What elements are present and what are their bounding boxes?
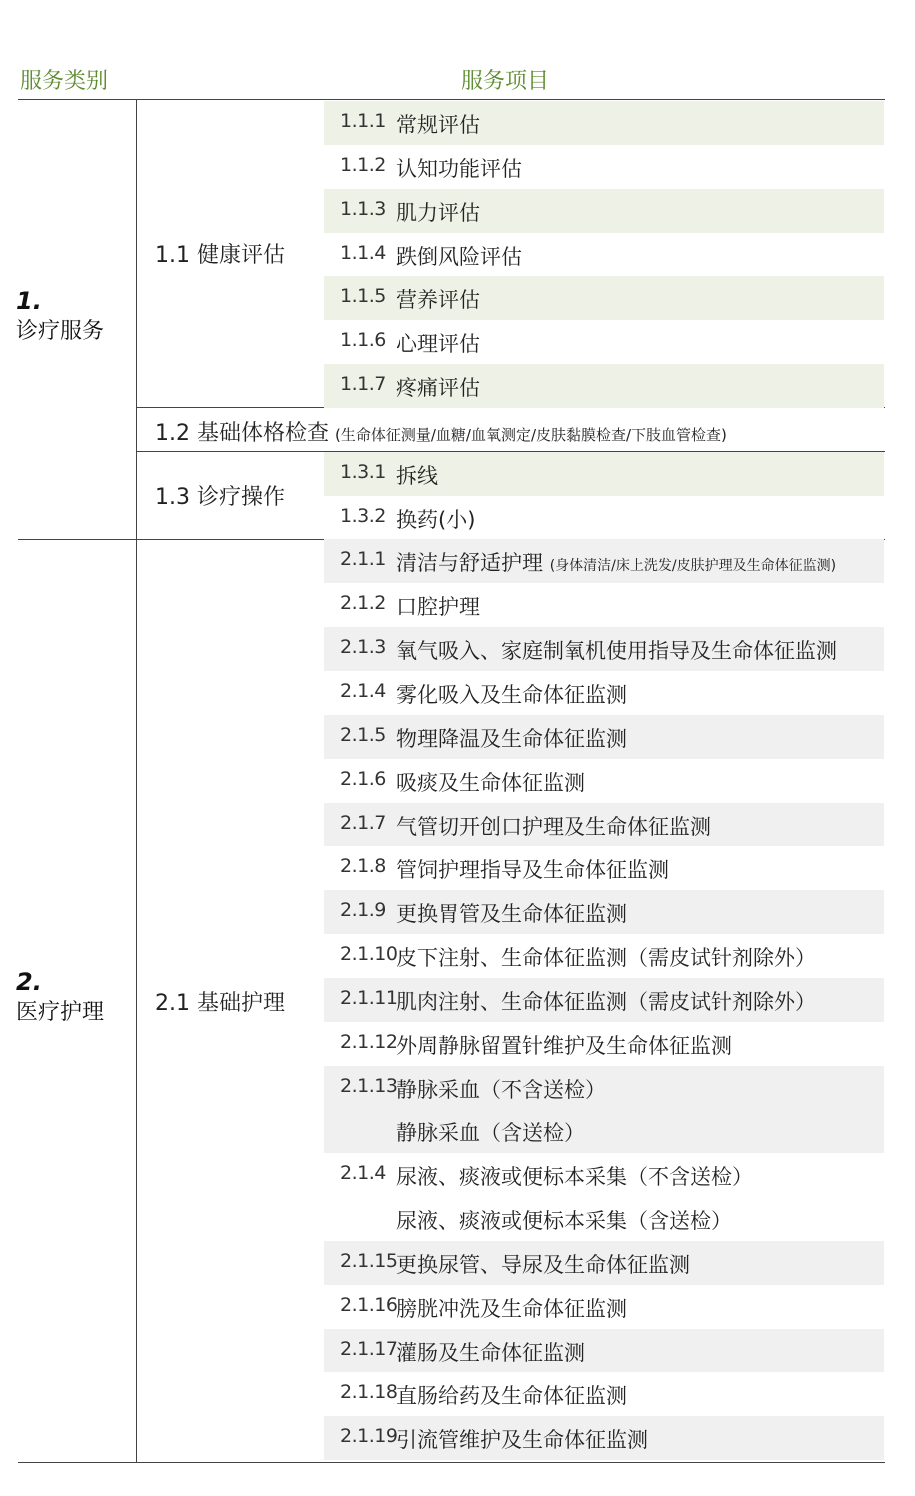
table-row <box>324 1372 884 1416</box>
item-number: 1.1.2 <box>340 153 386 176</box>
item-text: 肌肉注射、生命体征监测（需皮试针剂除外） <box>396 989 816 1014</box>
table-row <box>324 1153 884 1197</box>
item-number: 2.1.16 <box>340 1293 398 1316</box>
item-text: 氧气吸入、家庭制氧机使用指导及生命体征监测 <box>396 639 837 664</box>
table-row <box>324 1416 884 1460</box>
item-text: 皮下注射、生命体征监测（需皮试针剂除外） <box>396 946 816 971</box>
table-row <box>324 583 884 627</box>
item-text-main: 清洁与舒适护理 <box>396 551 543 576</box>
table-row <box>324 759 884 803</box>
item-text-note: (身体清洁/床上洗发/皮肤护理及生命体征监测) <box>549 558 837 575</box>
table-row <box>324 320 884 364</box>
table-row <box>324 1109 884 1153</box>
table-row <box>324 1329 884 1373</box>
category-divider <box>136 99 137 1462</box>
item-number: 2.1.18 <box>340 1381 398 1404</box>
subcategory-1-2-label: 1.2 基础体格检查 <box>155 421 329 446</box>
header-rule <box>18 99 885 100</box>
table-row <box>324 934 884 978</box>
item-number: 2.1.4 <box>340 679 386 702</box>
item-number: 2.1.19 <box>340 1425 398 1448</box>
category-2 <box>16 967 104 1029</box>
item-text: 换药(小) <box>396 507 476 532</box>
item-number: 1.1.7 <box>340 373 386 396</box>
table-row <box>324 233 884 277</box>
item-number: 1.1.3 <box>340 197 386 220</box>
service-items <box>324 101 884 1460</box>
item-number: 1.1.4 <box>340 241 386 264</box>
item-number: 1.1.1 <box>340 110 386 132</box>
item-number: 2.1.5 <box>340 723 386 746</box>
table-row <box>324 145 884 189</box>
item-text: 雾化吸入及生命体征监测 <box>396 682 627 707</box>
category-name: 诊疗服务 <box>16 319 105 344</box>
subcategory-1-3: 1.3 诊疗操作 <box>155 485 285 510</box>
item-text: 管饲护理指导及生命体征监测 <box>396 858 669 883</box>
item-text: 拆线 <box>396 463 438 488</box>
item-number: 2.1.15 <box>340 1249 398 1272</box>
category-number: 2. <box>16 968 42 996</box>
bottom-rule <box>18 1462 885 1463</box>
table-row <box>324 715 884 759</box>
item-text: 疼痛评估 <box>396 376 480 401</box>
table-row <box>324 890 884 934</box>
item-number: 2.1.1 <box>340 548 386 571</box>
item-text: 常规评估 <box>396 113 480 137</box>
item-number: 1.1.5 <box>340 285 386 308</box>
table-row <box>324 276 884 320</box>
table-row <box>324 978 884 1022</box>
item-text: 尿液、痰液或便标本采集（含送检） <box>396 1209 732 1234</box>
category-number: 1. <box>16 287 42 315</box>
item-number: 2.1.10 <box>340 943 398 966</box>
table-row <box>324 1022 884 1066</box>
table-row <box>324 846 884 890</box>
item-text: 尿液、痰液或便标本采集（不含送检） <box>396 1165 753 1190</box>
subcategory-1-2-note: (生命体征测量/血糖/血氧测定/皮肤黏膜检查/下肢血管检查) <box>334 426 727 444</box>
table-row <box>324 1197 884 1241</box>
table-row <box>324 496 884 540</box>
item-number: 2.1.3 <box>340 636 386 659</box>
item-text: 更换尿管、导尿及生命体征监测 <box>396 1252 690 1277</box>
item-text: 吸痰及生命体征监测 <box>396 770 585 795</box>
table-row <box>324 364 884 408</box>
item-number: 1.1.6 <box>340 329 386 352</box>
item-text: 直肠给药及生命体征监测 <box>396 1384 627 1409</box>
item-text: 营养评估 <box>396 288 480 313</box>
item-text: 引流管维护及生命体征监测 <box>396 1428 648 1453</box>
table-row <box>324 1285 884 1329</box>
table-row <box>324 627 884 671</box>
item-text: 静脉采血（含送检） <box>396 1121 585 1146</box>
item-text: 更换胃管及生命体征监测 <box>396 902 627 927</box>
item-text: 物理降温及生命体征监测 <box>396 726 627 751</box>
item-number: 2.1.13 <box>340 1074 398 1097</box>
item-text: 肌力评估 <box>396 200 480 225</box>
item-text: 外周静脉留置针维护及生命体征监测 <box>396 1033 732 1058</box>
item-text: 静脉采血（不含送检） <box>396 1077 606 1102</box>
table-row <box>324 539 884 583</box>
table-row-spacer <box>324 408 884 452</box>
item-text: 心理评估 <box>396 332 480 357</box>
category-name: 医疗护理 <box>16 1000 105 1025</box>
item-number: 2.1.4 <box>340 1162 386 1185</box>
item-text <box>396 547 836 577</box>
item-text: 口腔护理 <box>396 595 480 620</box>
item-number: 1.3.2 <box>340 504 386 527</box>
item-text: 膀胱冲洗及生命体征监测 <box>396 1296 627 1321</box>
table-row <box>324 1066 884 1110</box>
table-row <box>324 803 884 847</box>
item-number: 2.1.17 <box>340 1337 398 1360</box>
category-1 <box>16 286 104 348</box>
item-text: 跌倒风险评估 <box>396 244 522 269</box>
item-text: 灌肠及生命体征监测 <box>396 1340 585 1365</box>
table-row <box>324 189 884 233</box>
table-row <box>324 101 884 145</box>
header-category: 服务类别 <box>20 69 109 94</box>
item-number: 2.1.2 <box>340 592 386 615</box>
subcategory-2-1: 2.1 基础护理 <box>155 991 285 1016</box>
item-number: 1.3.1 <box>340 460 386 483</box>
item-number: 2.1.7 <box>340 811 386 834</box>
item-number: 2.1.6 <box>340 767 386 790</box>
table-row <box>324 452 884 496</box>
table-row <box>324 671 884 715</box>
table-row <box>324 1241 884 1285</box>
subcategory-1-1: 1.1 健康评估 <box>155 243 285 268</box>
item-text: 气管切开创口护理及生命体征监测 <box>396 814 711 839</box>
item-number: 2.1.8 <box>340 855 386 878</box>
item-text: 认知功能评估 <box>396 156 522 181</box>
item-number: 2.1.11 <box>340 986 398 1009</box>
item-number: 2.1.12 <box>340 1030 398 1053</box>
header-items: 服务项目 <box>461 69 550 94</box>
item-number: 2.1.9 <box>340 899 386 922</box>
